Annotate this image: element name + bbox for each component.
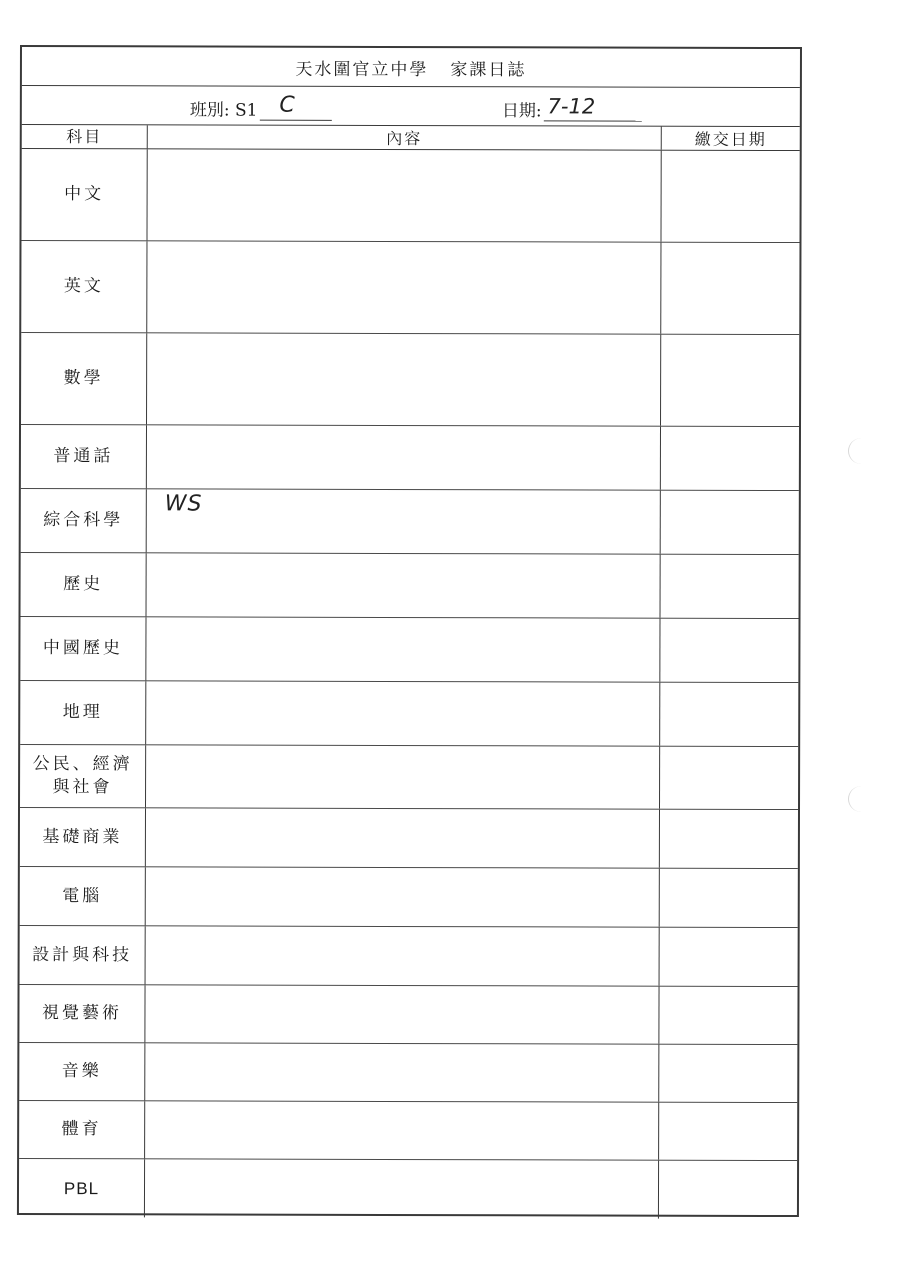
content-cell[interactable] [146, 867, 660, 926]
subject-cell: 中文 [21, 149, 147, 240]
subject-cell: 綜合科學 [21, 489, 147, 552]
due-date-cell[interactable] [660, 928, 798, 986]
date-field [502, 96, 642, 121]
due-date-cell[interactable] [661, 151, 799, 242]
table-row [20, 926, 798, 987]
table-row [20, 681, 798, 747]
content-cell[interactable] [146, 808, 660, 867]
table-row [21, 425, 799, 491]
due-date-cell[interactable] [660, 810, 798, 868]
table-row [20, 867, 798, 928]
school-name: 天水圍官立中學 [295, 59, 429, 80]
due-date-cell[interactable] [661, 335, 799, 426]
table-row [19, 1159, 797, 1219]
subject-header: 科目 [22, 125, 148, 148]
subject-cell: 普通話 [21, 425, 147, 488]
due-date-cell[interactable] [661, 243, 799, 334]
due-date-cell[interactable] [661, 427, 799, 490]
table-row [20, 745, 798, 810]
punch-hole [848, 786, 875, 812]
content-cell[interactable] [147, 241, 661, 333]
table-row [19, 1101, 797, 1161]
content-cell[interactable] [145, 1159, 659, 1218]
subject-cell: 基礎商業 [20, 808, 146, 866]
due-date-cell[interactable] [659, 1045, 797, 1102]
content-cell[interactable] [147, 553, 661, 617]
form-title [22, 47, 800, 88]
date-blank[interactable] [544, 94, 642, 121]
form-name: 家課日誌 [450, 59, 527, 80]
subject-cell: 英文 [21, 241, 147, 332]
due-date-cell[interactable] [659, 1161, 797, 1219]
class-label: 班別: S1 [189, 100, 258, 121]
due-date-cell[interactable] [660, 619, 798, 682]
content-cell[interactable] [147, 425, 661, 489]
info-row [22, 86, 800, 127]
subject-cell: 音樂 [19, 1043, 145, 1100]
due-date-cell[interactable] [660, 869, 798, 927]
subject-cell: 視覺藝術 [19, 985, 145, 1042]
subject-cell: 設計與科技 [20, 926, 146, 984]
subject-cell: 中國歷史 [20, 617, 146, 680]
content-cell[interactable] [146, 681, 660, 745]
due-date-cell[interactable] [659, 987, 797, 1044]
table-row [19, 985, 797, 1045]
subject-cell: 地理 [20, 681, 146, 744]
subject-cell: PBL [19, 1159, 145, 1217]
due-date-cell[interactable] [660, 747, 798, 809]
content-cell[interactable] [145, 985, 659, 1043]
table-row [21, 241, 799, 335]
content-cell[interactable] [145, 1101, 659, 1159]
date-label: 日期: [501, 101, 542, 122]
homework-table [19, 125, 800, 1219]
subject-cell: 數學 [21, 333, 147, 424]
content-text: WS [164, 491, 203, 517]
content-cell[interactable] [146, 926, 660, 985]
due-date-cell[interactable] [660, 683, 798, 746]
due-date-cell[interactable] [659, 1103, 797, 1160]
class-value: C [279, 92, 296, 118]
table-header [22, 125, 800, 151]
homework-form [17, 45, 802, 1217]
punch-hole [848, 438, 875, 464]
table-row [21, 333, 799, 427]
content-cell[interactable] [146, 745, 660, 808]
subject-cell: 體育 [19, 1101, 145, 1158]
class-field [189, 92, 332, 121]
due-date-cell[interactable] [661, 491, 799, 554]
table-row [19, 1043, 797, 1103]
content-cell[interactable] [147, 149, 661, 241]
subject-cell: 歷史 [21, 553, 147, 616]
subject-cell: 公民、經濟 與社會 [20, 745, 146, 807]
content-cell[interactable] [147, 489, 661, 553]
table-row [21, 489, 799, 555]
due-date-header: 繳交日期 [694, 129, 767, 149]
table-row [21, 553, 799, 619]
class-blank[interactable] [259, 92, 331, 121]
content-cell[interactable] [146, 617, 660, 681]
table-row [20, 617, 798, 683]
content-cell[interactable] [147, 333, 661, 425]
table-row [20, 808, 798, 869]
subject-cell: 電腦 [20, 867, 146, 925]
table-row [21, 149, 799, 243]
date-value: 7-12 [547, 94, 596, 119]
due-date-cell[interactable] [661, 555, 799, 618]
content-cell[interactable] [145, 1043, 659, 1101]
content-header: 內容 [148, 125, 662, 149]
